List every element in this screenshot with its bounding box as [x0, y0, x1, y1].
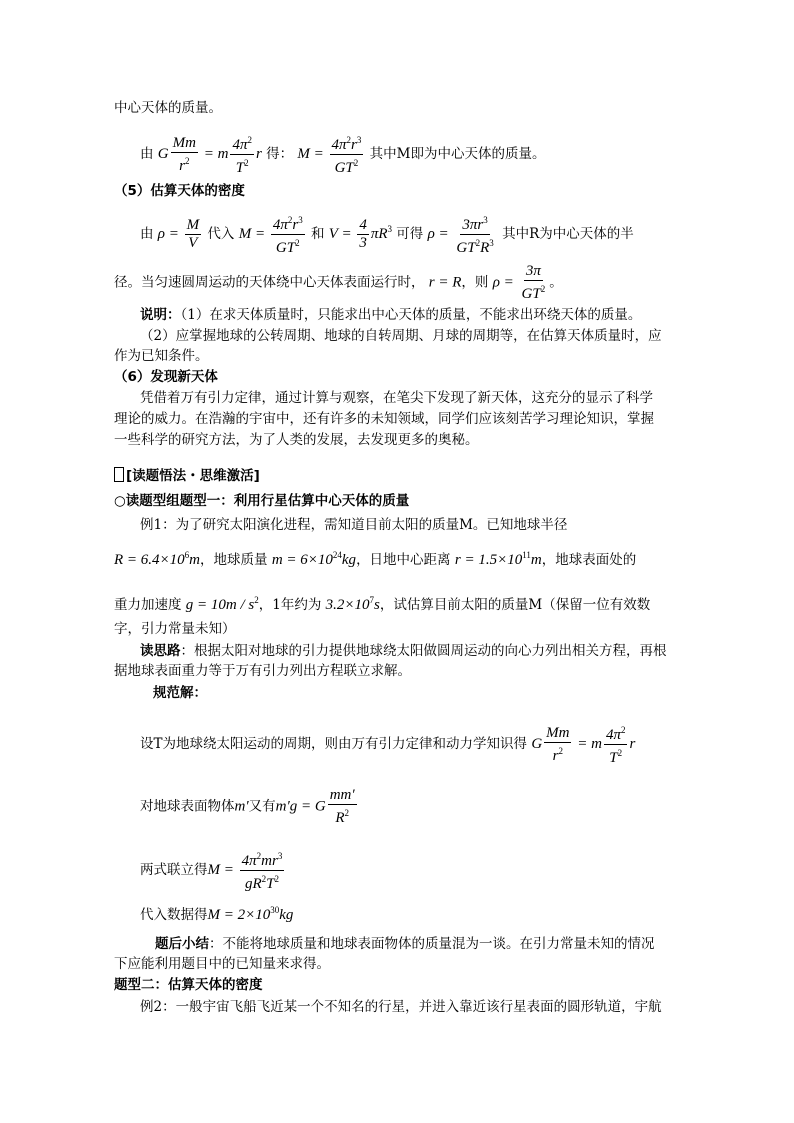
note-line: （2）应掌握地球的公转周期、地球的自转周期、月球的周期等，在估算天体质量时，应: [140, 328, 662, 344]
summary-line: 下应能利用题目中的已知量来求得。: [114, 956, 330, 972]
example-line: 重力加速度 $g = 10m / s^2$，1年约为 $3.2\times 10^7s$，试估算目前太阳的质量M（保留一位有效数: [114, 595, 651, 613]
solution-line: 两式联立得M = $\frac{4\pi^2mr^3}{gR^2T^2}$: [140, 848, 286, 893]
summary-line: [155, 934, 655, 954]
paragraph-line: 一些科学的研究方法，为了人类的发展，去发现更多的奥秘。: [114, 432, 479, 448]
text-fragment: 其中R为中心天体的半: [502, 226, 634, 242]
solution-label: 规范解：: [153, 685, 207, 701]
text-fragment: 对地球表面物体: [140, 798, 235, 815]
text-fragment: ，地球表面处的: [541, 552, 637, 568]
problem-type-heading: ○读题型组题型一：利用行星估算中心天体的质量: [114, 493, 410, 509]
text-fragment: 可得: [396, 226, 424, 242]
text-fragment: 两式联立得: [140, 862, 208, 878]
text-fragment: ，地球质量: [200, 552, 268, 568]
equation-line: 由 G $\frac{Mm}{r^2}$ = m $\frac{4\pi^2}{T^2}$ r 得： M = $\frac{4\pi^2r^3}{GT^2}$ 其中M即为中心天体的质量。: [140, 132, 546, 177]
solution-line: 对地球表面物体m′又有m′g = G $\frac{mm'}{R^2}$: [140, 787, 355, 826]
text-fragment: ，日地中心距离: [356, 552, 451, 568]
text-fragment: 径。当匀速圆周运动的天体绕中心天体表面运行时，: [114, 274, 425, 291]
text-fragment: ，则: [461, 274, 489, 291]
problem-type-heading: 题型二：估算天体的密度: [114, 977, 263, 993]
text-fragment: 得：: [266, 146, 294, 162]
example-line: $R = 6.4\times 10^6m$，地球质量 $m = 6\times 10^{24}kg$，日地中心距离 $r = 1.5\times 10^{11}m$，地球表面处的: [114, 550, 637, 568]
solution-line: 设T为地球绕太阳运动的周期，则由万有引力定律和动力学知识得 G $\frac{Mm}{r^2}$ = m $\frac{4\pi^2}{T^2}$ r: [140, 722, 635, 767]
text-line: 中心天体的质量。: [114, 100, 222, 116]
section-heading-6: （6）发现新天体: [114, 369, 218, 385]
paragraph-line: 理论的威力。在浩瀚的宇宙中，还有许多的未知领域，同学们应该刻苦学习理论知识，掌握: [114, 411, 654, 427]
section-title: [114, 466, 260, 486]
text-fragment: 和: [311, 226, 325, 242]
thinking-line: 据地球表面重力等于万有引力列出方程联立求解。: [114, 663, 411, 679]
text-fragment: 。: [549, 274, 563, 291]
example-line: 字，引力常量未知）: [114, 621, 236, 637]
text-fragment: 代入: [207, 226, 235, 242]
section-heading-5: （5）估算天体的密度: [114, 183, 245, 199]
example-line: 例2：一般宇宙飞船飞近某一个不知名的行星，并进入靠近该行星表面的圆形轨道，宇航: [140, 999, 662, 1015]
box-icon: [114, 467, 124, 482]
thinking-label: 读思路: [140, 643, 181, 659]
text-fragment: 又有: [248, 798, 276, 815]
text-fragment: ：根据太阳对地球的引力提供地球绕太阳做圆周运动的向心力列出相关方程，再根: [180, 643, 667, 659]
text-fragment: 代入数据得: [140, 907, 208, 923]
note-line: 作为已知条件。: [114, 348, 209, 364]
paragraph-line: 凭借着万有引力定律，通过计算与观察，在笔尖下发现了新天体，这充分的显示了科学: [140, 390, 653, 406]
text-fragment: 设T为地球绕太阳运动的周期，则由万有引力定律和动力学知识得: [140, 736, 528, 752]
note-label: 说明：: [140, 307, 181, 323]
text-fragment: （1）在求天体质量时，只能求出中心天体的质量，不能求出环绕天体的质量。: [180, 307, 642, 323]
solution-line: 代入数据得$M = 2\times 10^{30}kg$: [140, 905, 294, 923]
text-fragment: ，试估算目前太阳的质量M（保留一位有效数: [379, 597, 651, 613]
note-line: [140, 305, 641, 325]
text-fragment: 由: [140, 146, 154, 162]
text-fragment: [读题悟法・思维激活]: [126, 468, 260, 484]
summary-label: 题后小结: [155, 936, 209, 952]
thinking-line: [140, 641, 667, 661]
text-fragment: ：不能将地球质量和地球表面物体的质量混为一谈。在引力常量未知的情况: [209, 936, 655, 952]
text-fragment: 重力加速度: [114, 597, 182, 613]
text-fragment: 其中M即为中心天体的质量。: [369, 146, 546, 162]
example-line: 例1：为了研究太阳演化进程，需知道目前太阳的质量M。已知地球半径: [140, 517, 568, 533]
text-fragment: ，1年约为: [258, 597, 322, 613]
equation-line: 径。当匀速圆周运动的天体绕中心天体表面运行时， r = R，则 ρ = $\frac{3\pi}{GT^2}$ 。: [114, 263, 563, 302]
equation-line: 由 ρ = $\frac{M}{V}$ 代入 M = $\frac{4\pi^2r^3}{GT^2}$ 和 V = $\frac{4}{3}$ $\pi R^3$ 可得 ρ = $\frac{3\pi r^3}{GT^2R^3}$ 其中R为中心天体的半: [140, 212, 634, 257]
text-fragment: 由: [140, 226, 154, 242]
